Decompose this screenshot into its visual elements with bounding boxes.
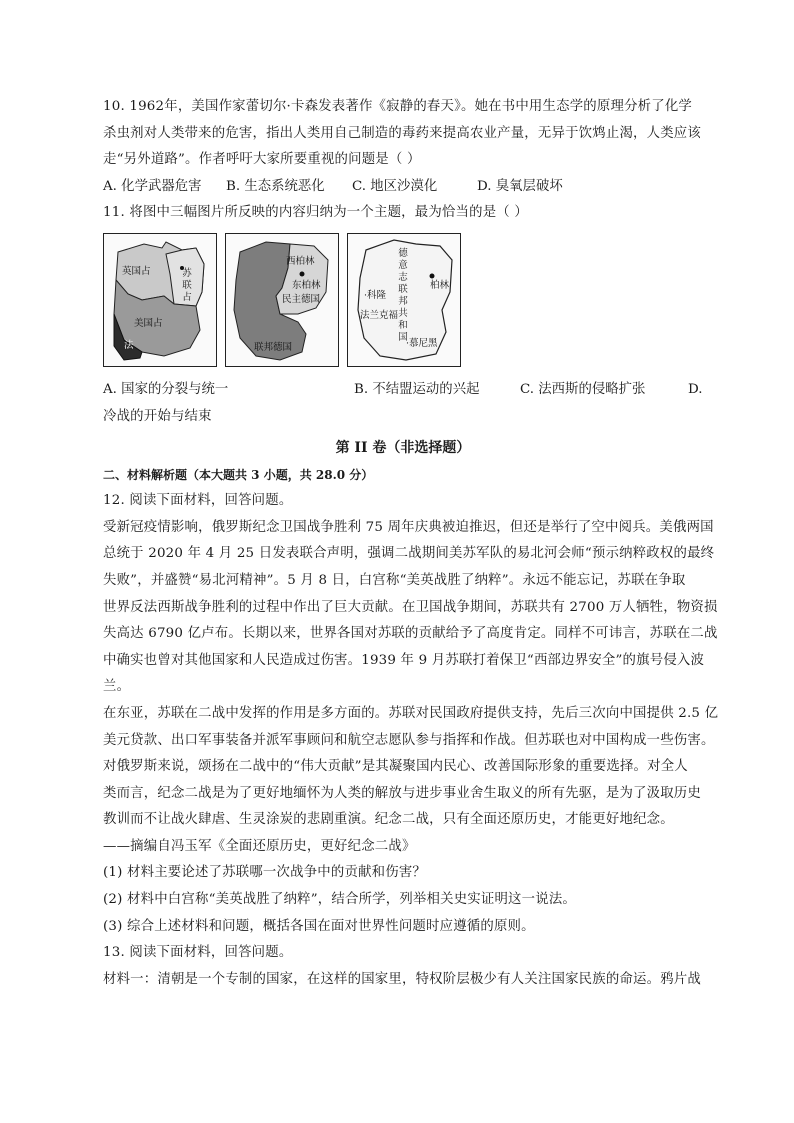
q12-p2-line: 教训而不让战火肆虐、生灵涂炭的悲剧重演。纪念二战，只有全面还原历史，才能更好地纪念。 <box>103 812 674 828</box>
q12-p1-line: 受新冠疫情影响，俄罗斯纪念卫国战争胜利 75 周年庆典被迫推迟，但还是举行了空中阅兵。美俄两国 <box>103 519 714 535</box>
map1-label-zhan: 占 <box>182 291 192 303</box>
map3-label-he: 和 <box>398 319 408 331</box>
map3-label-guo: 国 <box>398 331 408 343</box>
q12-p2-line: 类而言，纪念二战是为了更好地缅怀为人类的解放与进步事业舍生取义的所有先驱，是为了汲取历史 <box>103 785 701 801</box>
map3-label-yi: 意 <box>398 259 408 271</box>
map1-label-lian: 联 <box>182 279 192 291</box>
map2-label-frg: 联邦德国 <box>254 341 293 353</box>
map2-label-gdr: 民主德国 <box>282 293 321 305</box>
q12-p1-line: 总统于 2020 年 4 月 25 日发表联合声明，强调二战期间美苏军队的易北河会师“预示纳粹政权的最终 <box>103 546 715 562</box>
q10-options <box>103 174 703 201</box>
q12-p2-line: 在东亚，苏联在二战中发挥的作用是多方面的。苏联对民国政府提供支持，先后三次向中国提供 2.5 亿 <box>103 705 719 721</box>
q10-line-2: 杀虫剂对人类带来的危害，指出人类用自己制造的毒药来提高农业产量，无异于饮鸩止渴，人类应该 <box>103 125 701 141</box>
part2-title: 第 II 卷（非选择题） <box>335 440 471 457</box>
q11-stem: 11. 将图中三幅图片所反映的内容归纳为一个主题，最为恰当的是（ ） <box>103 205 528 221</box>
section-header: 二、材料解析题（本大题共 3 小题，共 28.0 分） <box>103 468 374 483</box>
map2-label-west-berlin: 西柏林 <box>286 255 315 267</box>
q12-material-paragraph-1 <box>103 515 718 701</box>
q11-option-c[interactable]: C. 法西斯的侵略扩张 <box>520 381 646 397</box>
q11-option-a[interactable]: A. 国家的分裂与统一 <box>103 381 229 397</box>
map-occupation-zones <box>103 233 217 367</box>
map3-label-munich: ·慕尼黑 <box>406 337 438 349</box>
q13-material-1-line: 材料一：清朝是一个专制的国家，在这样的国家里，特权阶层极少有人关注国家民族的命运。鸦片战 <box>103 971 701 987</box>
question-13 <box>103 940 703 993</box>
q12-p2-line: 对俄罗斯来说，颂扬在二战中的“伟大贡献”是其凝聚国内民心、改善国际形象的重要选择。对全人 <box>103 759 688 775</box>
q12-question-3: (3) 综合上述材料和问题，概括各国在面对世界性问题时应遵循的原则。 <box>103 918 535 934</box>
map-divided-germany <box>225 233 339 367</box>
map3-label-lian: 联 <box>398 283 408 295</box>
q11-options <box>103 377 703 404</box>
q12-question-2: (2) 材料中白宫称“美英战胜了纳粹”，结合所学，列举相关史实证明这一说法。 <box>103 892 577 908</box>
q10-line-3: 走“另外道路”。作者呼吁大家所要重视的问题是（ ） <box>103 152 421 168</box>
map3-label-frankfurt: 法兰克福 <box>360 309 399 321</box>
q12-p2-line: 美元贷款、出口军事装备并派军事顾问和航空志愿队参与指挥和作战。但苏联也对中国构成一些伤害。 <box>103 732 715 748</box>
q11-option-d[interactable]: D. <box>688 381 703 397</box>
q10-option-b[interactable]: B. 生态系统恶化 <box>226 178 325 194</box>
map1-label-us: 美国占 <box>134 317 163 329</box>
question-10 <box>103 94 703 200</box>
q12-source-citation: ——摘编自冯玉军《全面还原历史，更好纪念二战》 <box>103 838 416 854</box>
map2-label-east-berlin: 东柏林 <box>292 279 321 291</box>
q11-option-d-text[interactable]: 冷战的开始与结束 <box>103 408 212 424</box>
q13-stem: 13. 阅读下面材料，回答问题。 <box>103 945 293 961</box>
question-11 <box>103 200 703 430</box>
q12-stem: 12. 阅读下面材料，回答问题。 <box>103 493 293 509</box>
map1-label-fr: 法 <box>124 339 134 351</box>
map3-label-berlin: 柏林 <box>430 279 450 291</box>
q10-line-1: 10. 1962年，美国作家蕾切尔·卡森发表著作《寂静的春天》。她在书中用生态学的原理分析了化学 <box>103 99 693 114</box>
q12-material-paragraph-2 <box>103 701 719 861</box>
q12-p1-line: 失败”，并盛赞“易北河精神”。5 月 8 日，白宫称“美英战胜了纳粹”。永远不能忘记，苏联在争取 <box>103 572 686 588</box>
map1-label-su: 苏 <box>182 267 192 279</box>
q12-p1-line: 世界反法西斯战争胜利的过程中作出了巨大贡献。在卫国战争期间，苏联共有 2700 万人牺牲，物资损 <box>103 599 718 615</box>
map-occupation-zones-drawing <box>104 234 216 366</box>
q12-question-1: (1) 材料主要论述了苏联哪一次战争中的贡献和伤害？ <box>103 865 427 881</box>
map3-label-zhi: 志 <box>398 271 408 283</box>
question-12 <box>103 488 719 940</box>
q10-option-d[interactable]: D. 臭氧层破坏 <box>477 178 563 194</box>
map3-label-bang: 邦 <box>398 295 408 307</box>
q10-option-a[interactable]: A. 化学武器危害 <box>103 178 202 194</box>
q12-p1-line: 中确实也曾对其他国家和人民造成过伤害。1939 年 9 月苏联打着保卫“西部边界安全”的旗号侵入波 <box>103 652 705 668</box>
map-unified-germany <box>347 233 461 367</box>
q11-map-figures <box>103 233 703 367</box>
q12-p1-line: 失高达 6790 亿卢布。长期以来，世界各国对苏联的贡献给予了高度肯定。同样不可讳言，苏联在二战 <box>103 626 718 642</box>
exam-page <box>103 94 719 993</box>
q12-p1-line: 兰。 <box>103 679 131 695</box>
map3-label-cologne: ·科隆 <box>364 289 387 301</box>
map3-label-de: 德 <box>398 247 408 259</box>
q11-option-b[interactable]: B. 不结盟运动的兴起 <box>354 381 480 397</box>
q10-option-c[interactable]: C. 地区沙漠化 <box>352 178 438 194</box>
map3-label-gong: 共 <box>398 307 408 319</box>
map1-label-uk: 英国占 <box>122 265 151 277</box>
